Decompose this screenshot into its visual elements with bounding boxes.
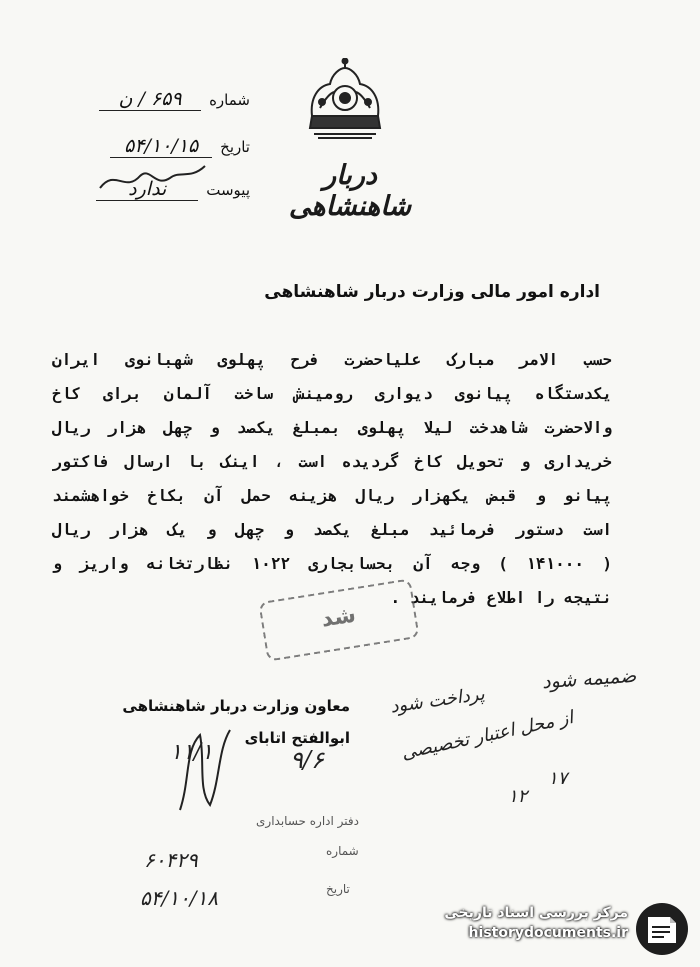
letter-date: ۵۴/۱۰/۱۵ bbox=[110, 135, 212, 158]
signature-scrawl-icon bbox=[170, 720, 250, 820]
handwritten-note: پرداخت شود bbox=[389, 683, 486, 718]
registry-number: ۶۰۴۲۹ bbox=[144, 848, 198, 872]
signature-scrawl-icon bbox=[95, 158, 215, 198]
watermark-url: historydocuments.ir bbox=[468, 925, 628, 941]
letter-date-row bbox=[30, 135, 250, 158]
received-stamp: شد bbox=[258, 578, 419, 661]
body-line: حسب الامر مبارک علیاحضرت فرح پهلوی شهبانوی ایران bbox=[52, 350, 612, 369]
body-line: یکدستگاه پیانوی دیواری رومینش ساخت آلمان برای کاخ bbox=[52, 384, 612, 403]
attachment-value: ندارد bbox=[96, 178, 198, 201]
handwritten-number: ۱۷ bbox=[548, 768, 568, 789]
handwritten-note: ضمیمه شود bbox=[541, 664, 637, 694]
handwritten-number: ۱۲ bbox=[508, 786, 528, 807]
letter-number-row bbox=[30, 88, 250, 111]
body-line: پیانو و قبض یکهزار ریال هزینه حمل آن بکاخ خواهشمند bbox=[52, 486, 612, 505]
crown-icon bbox=[300, 58, 390, 148]
body-line: ( ۱۴۱۰۰۰ ) وجه آن بحسابجاری ۱۰۲۲ نظارتخانه واریز و bbox=[52, 554, 612, 573]
court-title: دربار شاهنشاهی bbox=[288, 160, 412, 222]
addressee: اداره امور مالی وزارت دربار شاهنشاهی bbox=[264, 282, 600, 302]
signatory-name: ابوالفتح اتابای bbox=[244, 729, 350, 747]
signatory-title: معاون وزارت دربار شاهنشاهی bbox=[122, 697, 350, 715]
date-label: تاریخ bbox=[220, 138, 250, 156]
handwritten-initials: ۱۱/۱ bbox=[170, 740, 213, 765]
body-line: خریداری و تحویل کاخ گردیده است ، اینک با ارسال فاکتور bbox=[52, 452, 612, 471]
body-line: است دستور فرمائید مبلغ یکصد و چهل و یک هزار ریال bbox=[52, 520, 612, 539]
number-label: شماره bbox=[209, 91, 250, 109]
registry-stamp bbox=[128, 810, 368, 920]
body-line: نتیجه را اطلاع فرمایند . bbox=[390, 588, 612, 607]
watermark-name: مرکز بررسی اسناد تاریخی bbox=[444, 905, 628, 921]
registry-office: دفتر اداره حسابداری bbox=[256, 814, 359, 828]
watermark bbox=[400, 901, 690, 957]
registry-date-label: تاریخ bbox=[326, 882, 350, 896]
letter-number: ۶۵۹ / ن bbox=[99, 88, 201, 111]
handwritten-note: از محل اعتبار تخصیصی bbox=[399, 707, 576, 764]
attachment-label: پیوست bbox=[206, 181, 250, 199]
body-line: والاحضرت شاهدخت لیلا پهلوی بمبلغ یکصد و چهل هزار ریال bbox=[52, 418, 612, 437]
handwritten-fraction: ۹/۶ bbox=[290, 746, 324, 774]
registry-number-label: شماره bbox=[326, 844, 359, 858]
letter-body bbox=[52, 343, 612, 615]
registry-date: ۵۴/۱۰/۱۸ bbox=[140, 886, 218, 910]
archive-logo-icon bbox=[634, 901, 690, 957]
